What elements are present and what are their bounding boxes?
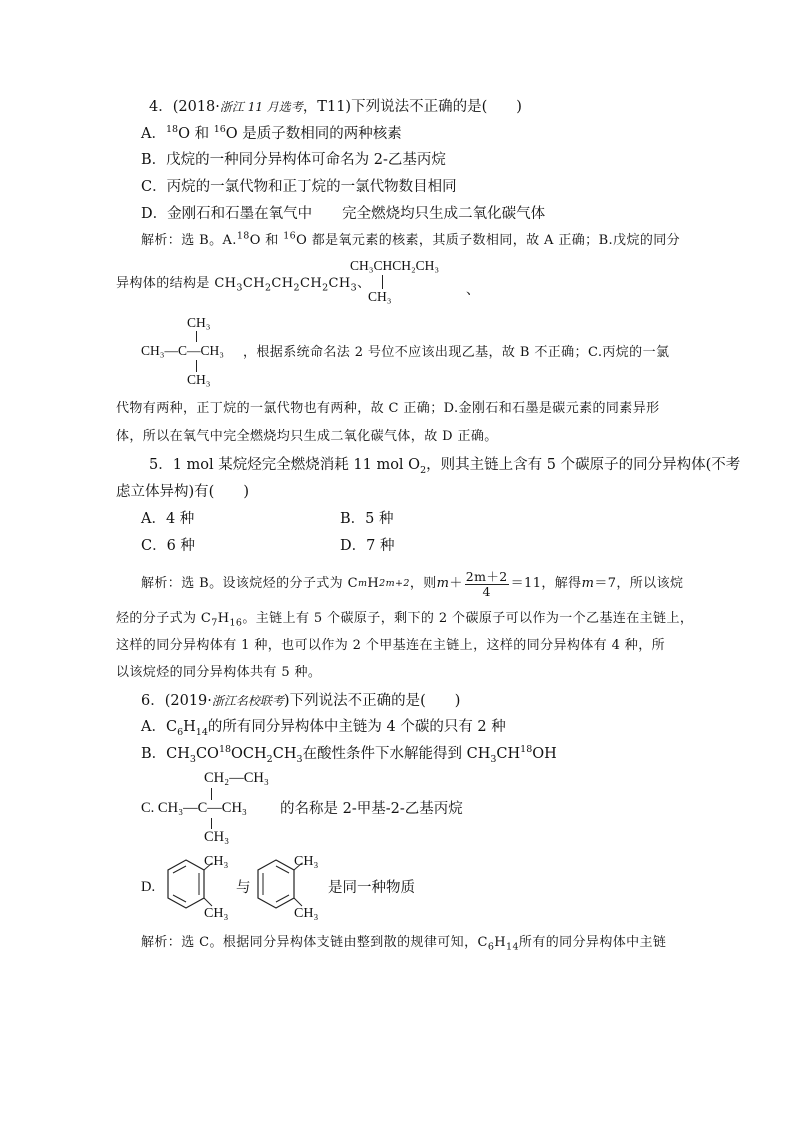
q5-option-a: A．4 种 bbox=[141, 511, 195, 527]
neopentane-bottom-methyl: CH₃ bbox=[187, 372, 211, 387]
q4-option-d: D．金刚石和石墨在氧气中 完全燃烧均只生成二氧化碳气体 bbox=[141, 206, 546, 222]
q6-option-c-text: 的名称是 2-甲基-2-乙基丙烷 bbox=[280, 801, 463, 817]
q6c-bottom-methyl: CH₃ bbox=[204, 829, 230, 845]
neopentane-main-chain: CH₃—C—CH₃ bbox=[141, 343, 224, 358]
q4-stem: 4．(2018·浙江 11 月选考，T11)下列说法不正确的是( ) bbox=[149, 99, 522, 115]
neopentane-top-methyl: CH₃ bbox=[187, 315, 211, 330]
q6d-label: D. bbox=[141, 879, 156, 895]
q4-analysis-line3: ，根据系统命名法 2 号位不应该出现乙基，故 B 不正确；C.丙烷的一氯 bbox=[243, 345, 670, 360]
ortho-xylene-ring-2 bbox=[248, 848, 338, 926]
q5-option-d: D．7 种 bbox=[340, 538, 395, 554]
q5-stem-line1: 5．1 mol 某烷烃完全燃烧消耗 11 mol $O_2$，则其主链上含有 5 个碳原子的同分异构体(不考 bbox=[149, 457, 741, 476]
ortho-xylene-methyl-1: CH₃ bbox=[204, 854, 229, 869]
q6-stem: 6．(2019·浙江名校联考)下列说法不正确的是( ) bbox=[141, 693, 461, 709]
ortho-xylene-ring bbox=[158, 848, 248, 926]
q5-analysis-line1: 解析：选 B。设该烷烃的分子式为 C m H 2m+2 ，则 m ＋ $\frac{2m+2}{4}$ ＝11，解得 m ＝7，所以该烷 bbox=[141, 568, 684, 599]
neopentane-bottom-bond bbox=[196, 360, 197, 372]
q5-option-c: C．6 种 bbox=[141, 538, 195, 554]
q4-option-c: C．丙烷的一氯代物和正丁烷的一氯代物数目相同 bbox=[141, 179, 457, 195]
ortho-xylene-methyl-2: CH₃ bbox=[204, 906, 229, 921]
isopentane-main-chain: CH₃CHCH₂CH₃ bbox=[350, 258, 440, 273]
q5-stem-line2: 虑立体异构)有( ) bbox=[116, 484, 249, 500]
q4-analysis-line2: 异构体的结构是 $CH_3CH_2CH_2CH_2CH_3$、 bbox=[116, 276, 371, 294]
isopentane-branch: CH₃ bbox=[368, 289, 392, 304]
ortho-xylene-2-methyl-1: CH₃ bbox=[294, 854, 319, 869]
q6c-top-bond bbox=[211, 788, 212, 800]
q4-analysis-line1: 解析：选 B。A.$^{18}$O 和 $^{16}$O 都是氧元素的核素，其质子数相同，故 A 正确；B.戊烷的同分 bbox=[141, 230, 681, 248]
isopentane-separator: 、 bbox=[466, 282, 480, 297]
q4-analysis-line4: 代物有两种，正丁烷的一氯代物也有两种，故 C 正确；D.金刚石和石墨是碳元素的同素异形 bbox=[116, 401, 660, 416]
q6c-main-chain: C. CH₃—C—CH₃ bbox=[141, 800, 247, 816]
q5-option-b: B．5 种 bbox=[340, 511, 394, 527]
isopentane-bond bbox=[382, 275, 383, 289]
fraction: $\frac{2m+2}{4}$ bbox=[465, 568, 508, 599]
neopentane-top-bond bbox=[196, 331, 197, 342]
q6c-ethyl-group: CH₂—CH₃ bbox=[204, 770, 269, 786]
q6-analysis-line1: 解析：选 C。根据同分异构体支链由整到散的规律可知，$C_6H_{14}$所有的同分异构体中主链 bbox=[141, 935, 667, 953]
ortho-xylene-2-methyl-2: CH₃ bbox=[294, 906, 319, 921]
q5-analysis-line3: 这样的同分异构体有 1 种，也可以作为 2 个甲基连在主链上，这样的同分异构体有 4 种，所 bbox=[116, 638, 666, 653]
q5-analysis-line4: 以该烷烃的同分异构体共有 5 种。 bbox=[116, 665, 322, 680]
q4-option-a: A．$^{18}$O 和 $^{16}$O 是质子数相同的两种核素 bbox=[141, 124, 402, 142]
q6-option-d-text: 是同一种物质 bbox=[328, 880, 415, 896]
q6-option-b: B．$CH_3CO^{18}OCH_2CH_3$在酸性条件下水解能得到 $CH_3CH^{18}OH$ bbox=[141, 744, 557, 765]
q6-option-a: A．$C_6H_{14}$的所有同分异构体中主链为 4 个碳的只有 2 种 bbox=[141, 719, 506, 738]
q6d-with: 与 bbox=[236, 880, 251, 896]
q6c-bottom-bond bbox=[211, 818, 212, 829]
q5-analysis-line2: 烃的分子式为 $C_7H_{16}$。主链上有 5 个碳原子，剩下的 2 个碳原子可以作为一个乙基连在主链上， bbox=[116, 611, 694, 629]
q4-analysis-line5: 体，所以在氧气中完全燃烧均只生成二氧化碳气体，故 D 正确。 bbox=[116, 429, 498, 444]
q4-option-b: B．戊烷的一种同分异构体可命名为 2-乙基丙烷 bbox=[141, 152, 446, 168]
